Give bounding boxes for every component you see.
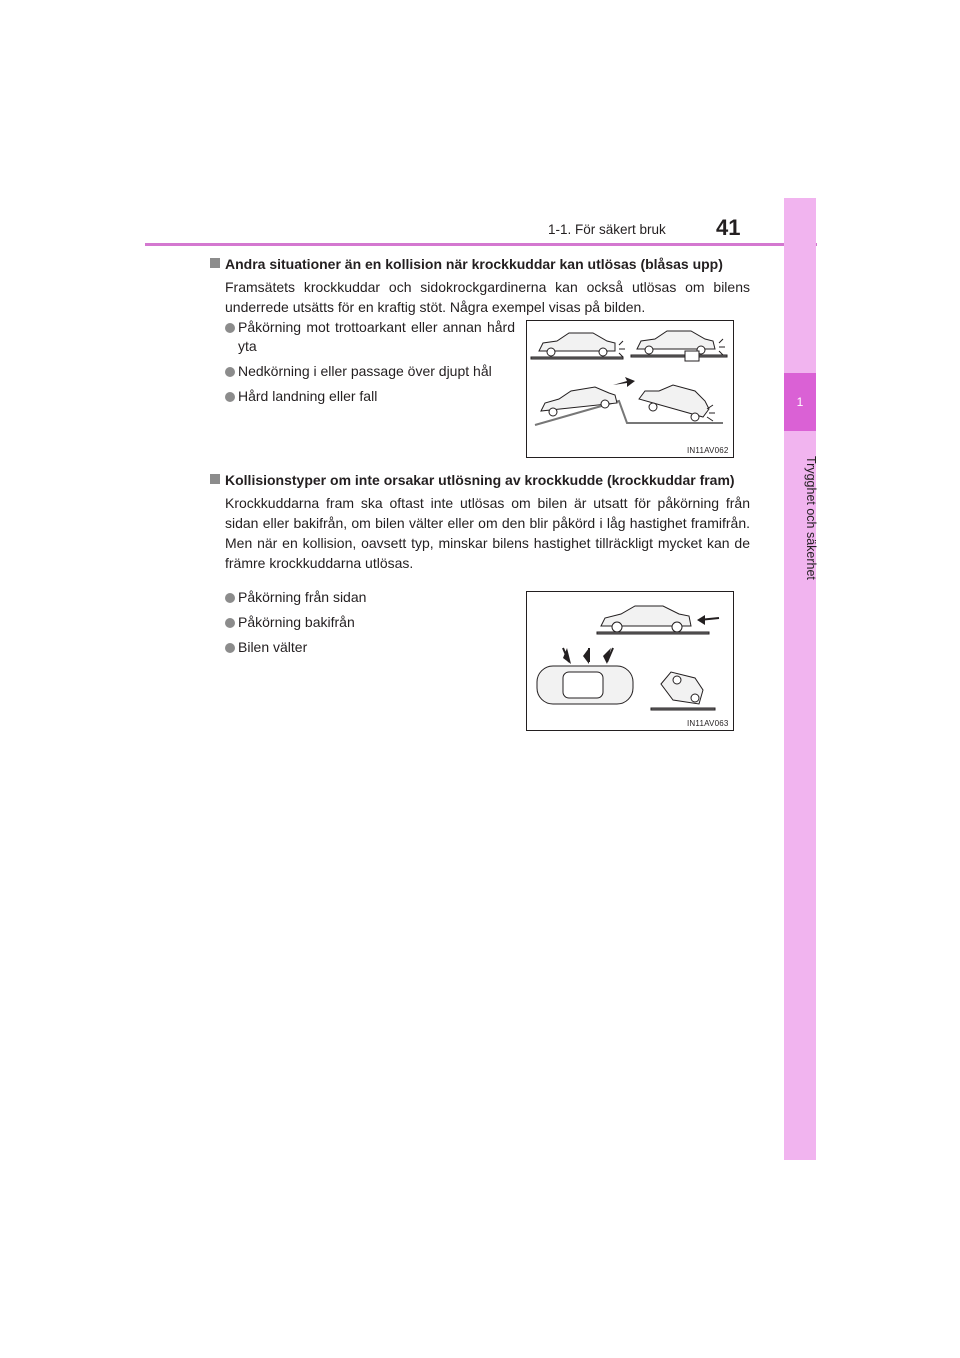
section-heading-text: Andra situationer än en kollision när krockkuddar kan utlösas (blåsas upp) [225, 256, 723, 272]
section-heading-text: Kollisionstyper om inte orsakar utlösning av krockkudde (krockkuddar fram) [225, 472, 735, 488]
section-paragraph: Framsätets krockkuddar och sidokrockgardinerna kan också utlösas om bilens underrede utsätts för en kraftig stöt. Några exempel visas på bilden. [225, 279, 750, 315]
header-section-title: 1-1. För säkert bruk [548, 222, 666, 237]
circle-bullet-icon [225, 618, 235, 628]
list-item-text: Hård landning eller fall [238, 388, 378, 404]
circle-bullet-icon [225, 367, 235, 377]
section-heading [210, 470, 750, 490]
circle-bullet-icon [225, 593, 235, 603]
square-bullet-icon [210, 474, 220, 484]
figure-label: IN11AV063 [687, 719, 729, 728]
car-illustration-icon [527, 592, 733, 730]
sidebar-strip [784, 198, 816, 1160]
bullet-list [225, 588, 515, 663]
list-item-text: Påkörning mot trottoarkant eller annan hård yta [238, 319, 515, 354]
list-item [225, 318, 515, 356]
figure-undercarriage-impacts [526, 320, 734, 458]
list-item [225, 613, 515, 632]
section-non-deployment [210, 470, 750, 573]
figure-non-deployment-collisions [526, 591, 734, 731]
list-item [225, 387, 515, 406]
circle-bullet-icon [225, 643, 235, 653]
sidebar-chapter-title: Trygghet och säkerhet [804, 456, 818, 580]
figure-label: IN11AV062 [687, 446, 729, 455]
list-item-text: Bilen välter [238, 639, 308, 655]
car-illustration-icon [527, 321, 733, 457]
section-heading [210, 254, 750, 274]
section-paragraph: Krockkuddarna fram ska oftast inte utlösas om bilen är utsatt för påkörning från sidan eller bakifrån, om bilen välter eller om den blir påkörd i låg hastighet framifrån. Men när en kollision, oavsett typ, minskar bilens hastighet tillräckligt mycket kan de främre krockkuddarna utlösas. [225, 495, 750, 571]
list-item-text: Påkörning bakifrån [238, 614, 355, 630]
list-item [225, 638, 515, 657]
square-bullet-icon [210, 258, 220, 268]
circle-bullet-icon [225, 323, 235, 333]
page-number: 41 [716, 215, 741, 240]
bullet-list [225, 318, 515, 412]
list-item-text: Nedkörning i eller passage över djupt hål [238, 363, 492, 379]
sidebar-chapter-number: 1 [784, 373, 816, 431]
header-rule [145, 243, 817, 246]
list-item [225, 362, 515, 381]
list-item [225, 588, 515, 607]
section-other-situations [210, 254, 750, 317]
circle-bullet-icon [225, 392, 235, 402]
list-item-text: Påkörning från sidan [238, 589, 367, 605]
